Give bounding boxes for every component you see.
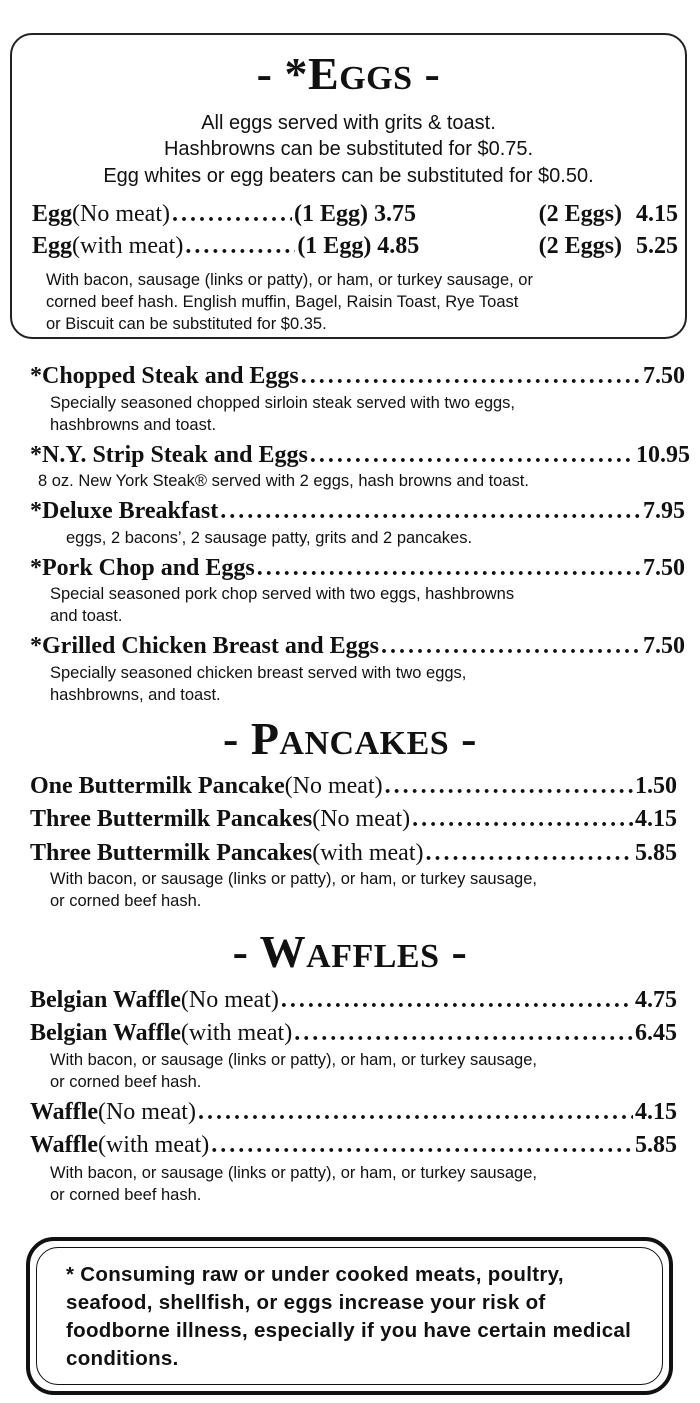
- menu-item-grilled-chicken: [30, 633, 685, 660]
- item-name: *Grilled Chicken Breast and Eggs: [30, 633, 379, 659]
- menu-item-deluxe-breakfast: [30, 498, 685, 525]
- item-qualifier: (No meat): [97, 1099, 196, 1125]
- item-price: 5.85: [635, 840, 677, 866]
- item-qualifier: (with meat): [312, 840, 424, 866]
- eggs-title-initial: E: [308, 48, 340, 99]
- eggs-section-box: [10, 33, 687, 339]
- one-egg-price: (1 Egg) 4.85: [297, 233, 420, 259]
- waffles-footnote-1b: or corned beef hash.: [50, 1073, 202, 1091]
- item-qualifier: (No meat): [180, 987, 279, 1013]
- dot-leader: [257, 555, 641, 582]
- item-description: Specially seasoned chopped sirloin steak served with two eggs,: [50, 394, 516, 412]
- item-qualifier: (with meat): [72, 233, 184, 259]
- eggs-title-suffix: -: [412, 48, 441, 99]
- pancakes-footnote-2: or corned beef hash.: [50, 892, 202, 910]
- eggs-footnote-1: With bacon, sausage (links or patty), or ham, or turkey sausage, or: [46, 271, 533, 289]
- waffles-title: [0, 925, 700, 978]
- dot-leader: [294, 1020, 633, 1047]
- menu-item-waffle-with-meat: [30, 1132, 677, 1159]
- eggs-note-1: All eggs served with grits & toast.: [201, 112, 496, 134]
- waffles-footnote-2b: or corned beef hash.: [50, 1186, 202, 1204]
- eggs-title: [12, 47, 685, 100]
- item-price: 4.75: [635, 987, 677, 1013]
- waffles-title-suffix: -: [439, 926, 468, 977]
- eggs-note-2: Hashbrowns can be substituted for $0.75.: [163, 138, 534, 160]
- pancakes-title: [0, 712, 700, 765]
- item-name: *N.Y. Strip Steak and Eggs: [30, 442, 308, 468]
- menu-item-chopped-steak: [30, 363, 685, 390]
- item-description: 8 oz. New York Steak® served with 2 eggs, hash browns and toast.: [38, 472, 529, 490]
- item-name: *Deluxe Breakfast: [30, 498, 219, 524]
- item-price: 10.95: [636, 442, 690, 468]
- eggs-note-3: Egg whites or egg beaters can be substituted for $0.50.: [103, 165, 594, 187]
- waffles-title-rest: AFFLES: [306, 938, 440, 975]
- menu-item-ny-strip: [30, 442, 690, 469]
- item-description: hashbrowns and toast.: [50, 416, 217, 434]
- dot-leader: [412, 806, 633, 833]
- item-name: *Chopped Steak and Eggs: [30, 363, 299, 389]
- dot-leader: [211, 1132, 633, 1159]
- item-price: 7.50: [643, 633, 685, 659]
- item-price: 7.50: [643, 363, 685, 389]
- waffles-title-initial: W: [259, 926, 307, 977]
- dot-leader: [198, 1099, 633, 1126]
- one-egg-price: (1 Egg) 3.75: [293, 201, 416, 227]
- item-qualifier: (No meat): [284, 773, 383, 799]
- two-eggs-price: 4.15: [636, 201, 678, 227]
- item-price: 4.15: [635, 1099, 677, 1125]
- item-description: and toast.: [50, 607, 123, 625]
- two-eggs-label: (2 Eggs): [538, 201, 622, 227]
- menu-item-belgian-waffle-with-meat: [30, 1020, 677, 1047]
- eggs-footnote-3: or Biscuit can be substituted for $0.35.: [46, 315, 327, 333]
- dot-leader: [426, 840, 634, 867]
- health-notice-text: * Consuming raw or under cooked meats, poultry, seafood, shellfish, or eggs increase your risk of foodborne illness, especially if you have certain medical conditions.: [66, 1263, 632, 1370]
- item-price: 7.50: [643, 555, 685, 581]
- dot-leader: [281, 987, 633, 1014]
- item-name: Waffle: [30, 1099, 98, 1125]
- eggs-title-rest: GGS: [339, 60, 413, 97]
- dot-leader: [185, 233, 295, 260]
- eggs-footnote-2: corned beef hash. English muffin, Bagel, Raisin Toast, Rye Toast: [46, 293, 519, 311]
- pancakes-footnote-1: With bacon, or sausage (links or patty), or ham, or turkey sausage,: [50, 870, 537, 888]
- menu-item-three-pancakes-with-meat: [30, 840, 677, 867]
- dot-leader: [381, 633, 641, 660]
- waffles-footnote-2a: With bacon, or sausage (links or patty), or ham, or turkey sausage,: [50, 1164, 537, 1182]
- item-name: Belgian Waffle: [30, 1020, 181, 1046]
- item-description: Special seasoned pork chop served with two eggs, hashbrowns: [50, 585, 515, 603]
- item-name: *Pork Chop and Eggs: [30, 555, 255, 581]
- item-price: 5.85: [635, 1132, 677, 1158]
- item-qualifier: (No meat): [72, 201, 170, 227]
- menu-item-egg-no-meat: [32, 201, 678, 228]
- dot-leader: [310, 442, 634, 469]
- pancakes-title-initial: P: [250, 713, 280, 764]
- item-qualifier: (with meat): [180, 1020, 293, 1046]
- item-description: eggs, 2 bacons’, 2 sausage patty, grits and 2 pancakes.: [66, 529, 473, 547]
- two-eggs-label: (2 Eggs): [538, 233, 622, 259]
- item-price: 4.15: [635, 806, 677, 832]
- item-name: Three Buttermilk Pancakes: [30, 806, 313, 832]
- pancakes-title-suffix: -: [449, 713, 477, 764]
- waffles-footnote-1a: With bacon, or sausage (links or patty), or ham, or turkey sausage,: [50, 1051, 537, 1069]
- dot-leader: [172, 201, 292, 228]
- item-name: Waffle: [30, 1132, 98, 1158]
- two-eggs-price: 5.25: [636, 233, 678, 259]
- item-description: Specially seasoned chicken breast served with two eggs,: [50, 664, 467, 682]
- eggs-title-prefix: - *: [256, 48, 308, 99]
- health-notice-box: [26, 1237, 673, 1395]
- pancakes-title-rest: ANCAKES: [279, 725, 450, 762]
- item-qualifier: (No meat): [312, 806, 411, 832]
- item-name: One Buttermilk Pancake: [30, 773, 285, 799]
- menu-item-waffle-no-meat: [30, 1099, 677, 1126]
- item-name: Belgian Waffle: [30, 987, 181, 1013]
- item-name: Three Buttermilk Pancakes: [30, 840, 313, 866]
- item-price: 1.50: [635, 773, 677, 799]
- menu-item-three-pancakes-no-meat: [30, 806, 677, 833]
- menu-item-belgian-waffle-no-meat: [30, 987, 677, 1014]
- dot-leader: [220, 498, 641, 525]
- menu-item-pork-chop: [30, 555, 685, 582]
- pancakes-title-prefix: -: [222, 713, 251, 764]
- waffles-title-prefix: -: [232, 926, 260, 977]
- item-name: Egg: [32, 201, 73, 227]
- dot-leader: [301, 363, 641, 390]
- item-price: 7.95: [643, 498, 685, 524]
- item-qualifier: (with meat): [97, 1132, 210, 1158]
- dot-leader: [385, 773, 633, 800]
- menu-item-one-pancake: [30, 773, 677, 800]
- item-name: Egg: [32, 233, 73, 259]
- item-price: 6.45: [635, 1020, 677, 1046]
- menu-item-egg-with-meat: [32, 233, 678, 260]
- item-description: hashbrowns, and toast.: [50, 686, 221, 704]
